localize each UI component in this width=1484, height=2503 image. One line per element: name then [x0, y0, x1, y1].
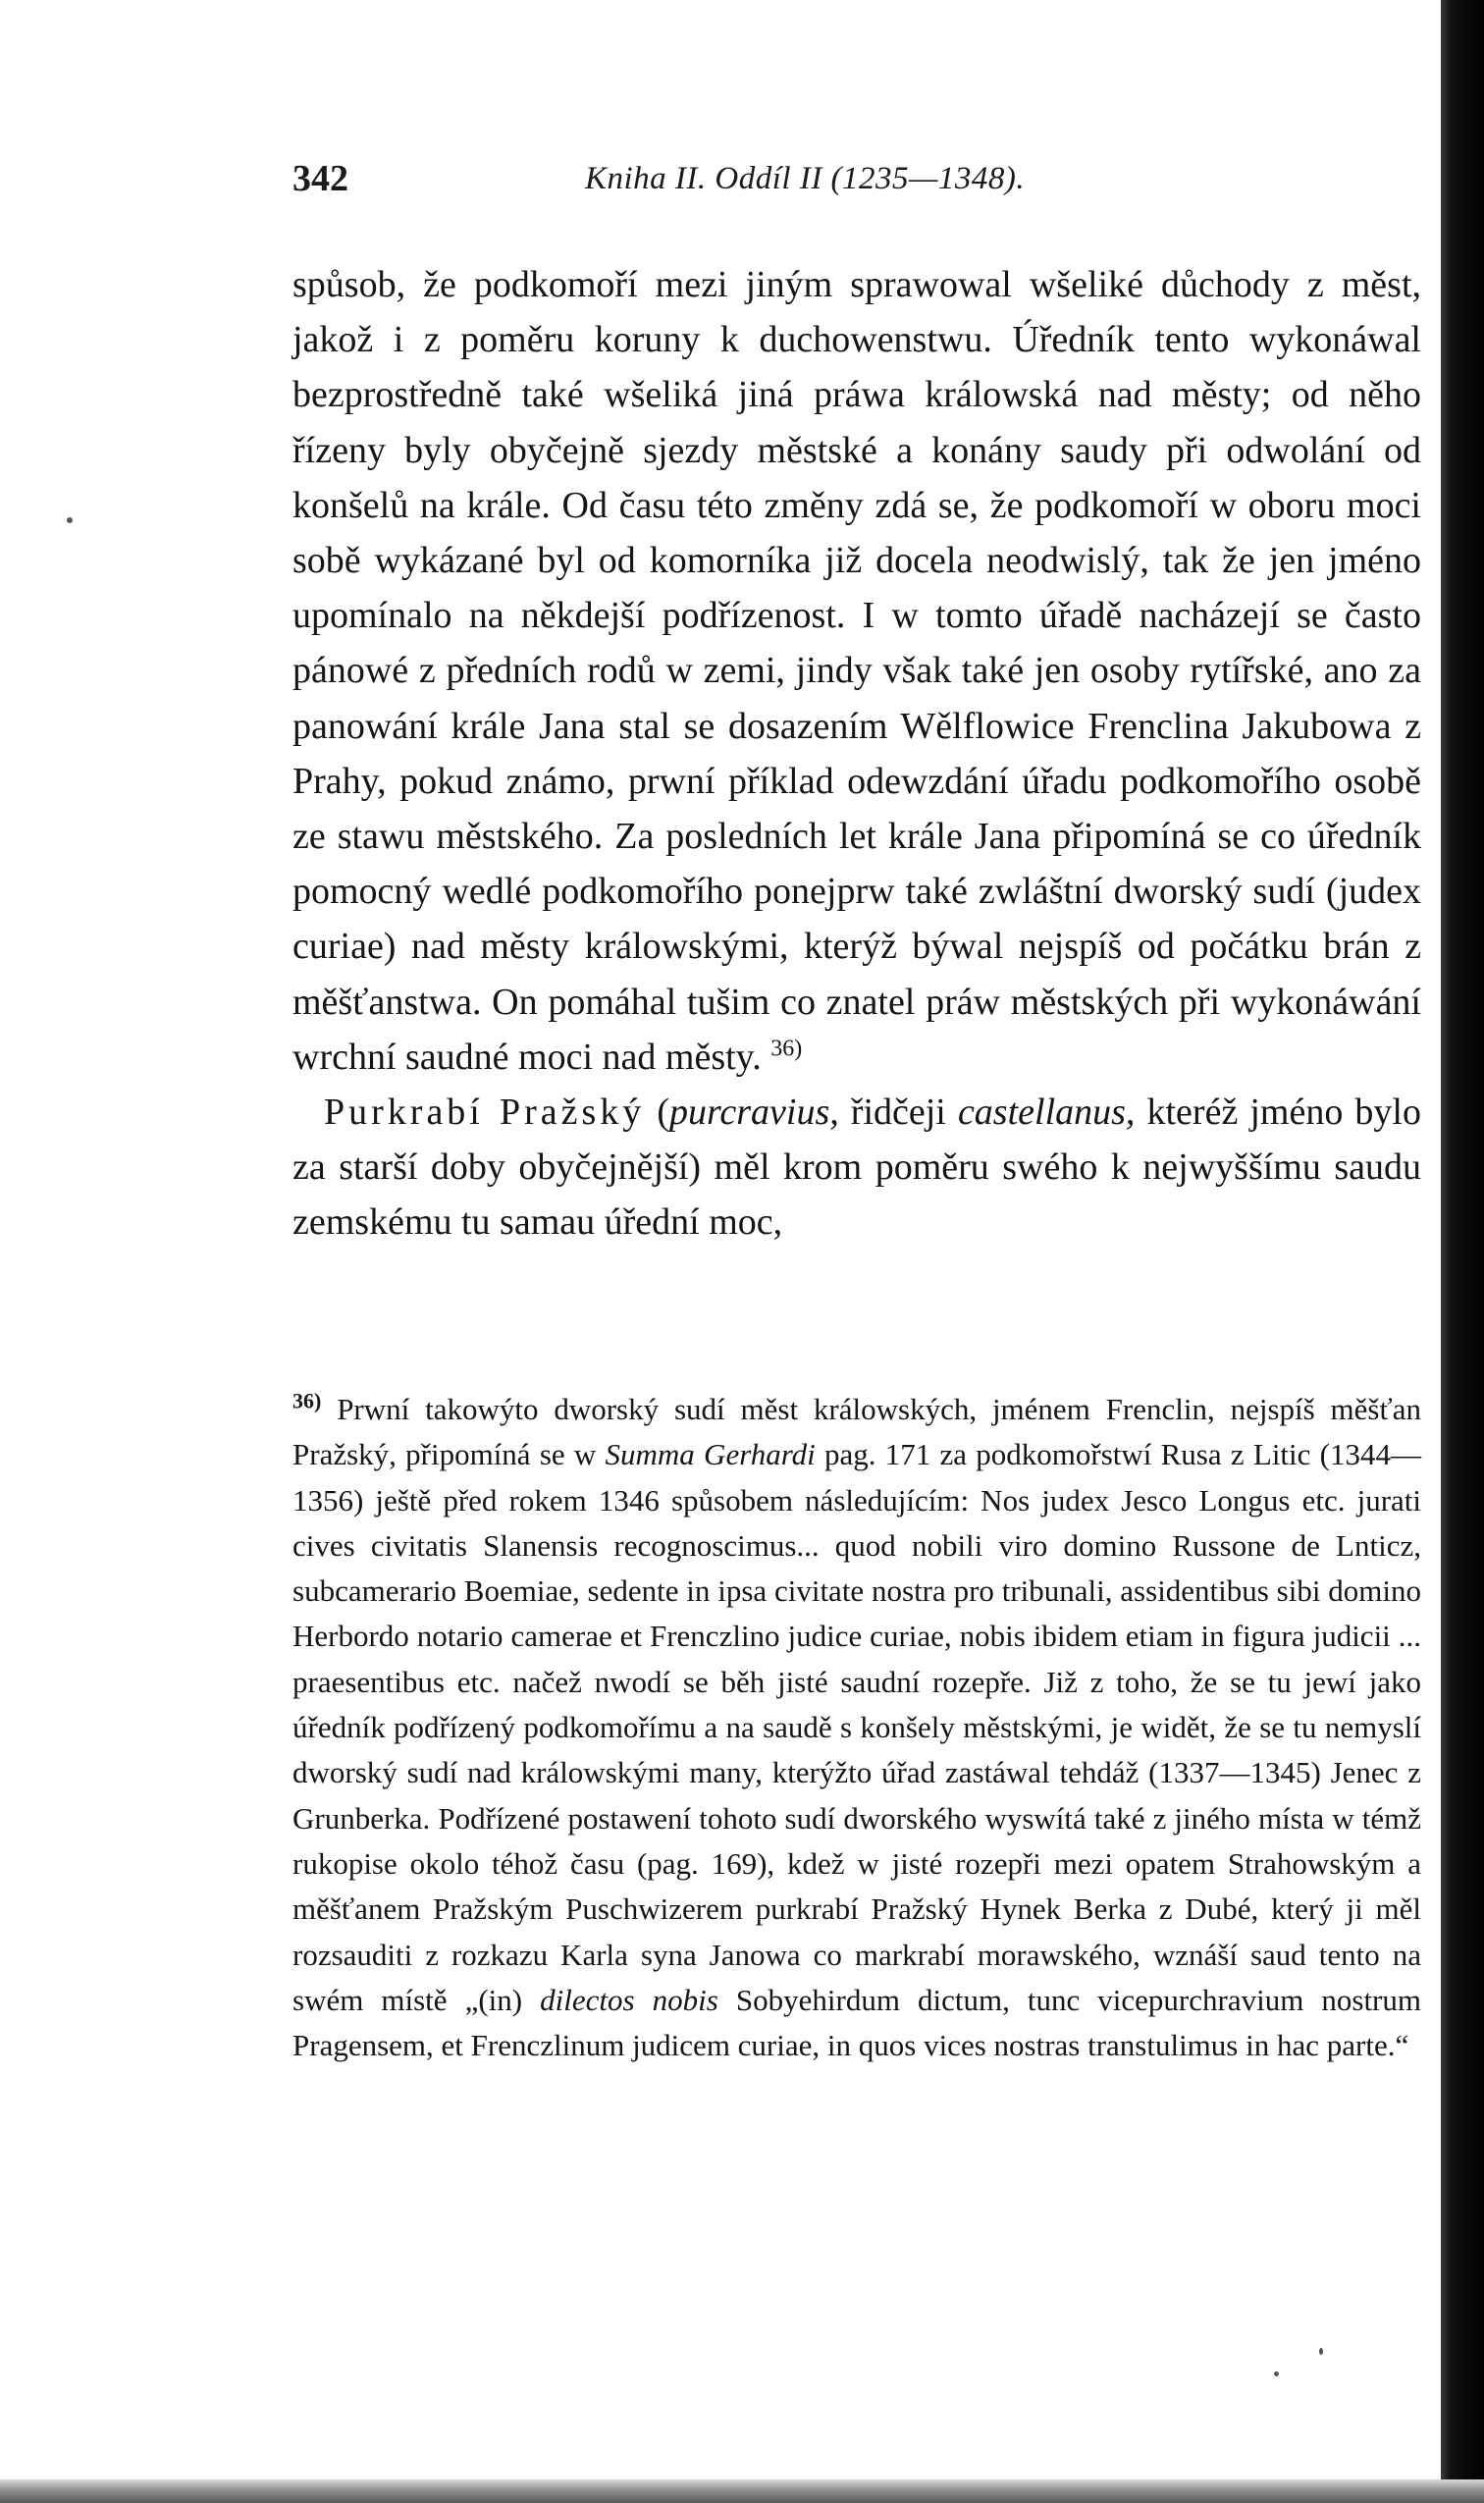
section-term: Purkrabí Pražský: [324, 1092, 646, 1134]
footnote-text-c: Sobyehirdum dictum, tunc vicepurchravium nostrum Pragensem, et Frenczlinum judicem curiae, in quos vices nostras transtulimus in hac parte.“: [292, 1982, 1421, 2063]
speck: [1319, 2348, 1323, 2355]
latin-term-1: purcravius,: [668, 1092, 839, 1134]
paren-open: (: [657, 1092, 669, 1134]
running-head: Kniha II. Oddíl II (1235—1348).: [585, 161, 1026, 196]
footnote-text-b: pag. 171 za podkomořstwí Rusa z Litic (1344—1356) ještě před rokem 1346 spůsobem následujícím: Nos judex Jesco Longus etc. jurati cives civitatis Slanensis recognoscimus... quod nobili viro domino Russone de Lnticz, subcamerario Boemiae, sedente in ipsa civitate nostra pro tribunali, assidentibus sibi domino Herbordo notario camerae et Frenczlino judice curiae, nobis ibidem etiam in figura judicii ... praesentibus etc. načež nwodí se běh jisté saudní rozepře. Již z toho, že se tu jewí jako úředník podřízený podkomořímu a na saudě s konšely městskými, je widět, že se tu nemyslí dworský sudí nad králowskými many, kterýžto úřad zastáwal tehdáž (1337—1345) Jenec z Grunberka. Podřízené postawení tohoto sudí dworského wyswítá také z jiného místa w témž rukopise okolo téhož času (pag. 169), kdež w jisté rozepři mezi opatem Strahowským a měšťanem Pražským Puschwizerem purkrabí Pražský Hynek Berka z Dubé, který ji měl rozsauditi z rozkazu Karla syna Janowa co markrabí morawského, wznáší saud tento na swém místě „(in): [292, 1437, 1421, 2017]
main-text: [292, 257, 1421, 1251]
quote-italic: dilectos nobis: [540, 1982, 718, 2017]
latin-term-2: castellanus,: [957, 1092, 1136, 1134]
paragraph-2-text: kteréž jméno bylo za starší doby obyčejnější) měl krom poměru swého k nejwyššímu saudu zemskému tu samau úřední moc,: [292, 1092, 1421, 1244]
paragraph-1-text: spůsob, že podkomoří mezi jiným sprawowal wšeliké důchody z měst, jakož i z poměru koruny k duchowenstwu. Úředník tento wykonáwal bezprostředně také wšeliká jiná práwa králowská nad městy; od něho řízeny byly obyčejně sjezdy městské a konány saudy při odwolání od konšelů na krále. Od času této změny zdá se, že podkomoří w oboru moci sobě wykázané byl od komorníka již docela neodwislý, tak že jen jméno upomínalo na někdejší podřízenost. I w tomto úřadě nacházejí se často pánowé z předních rodů w zemi, jindy však také jen osoby rytířské, ano za panowání krále Jana stal se dosazením Wělflowice Frenclina Jakubowa z Prahy, pokud známo, prwní příklad odewzdání úřadu podkomořího osobě ze stawu městského. Za posledních let krále Jana připomíná se co úředník pomocný wedlé podkomořího ponejprw také zwláštní dworský sudí (judex curiae) nad městy králowskými, kterýž býwal nejspíš od počátku brán z měšťanstwa. On pomáhal tušim co znatel práw městských při wykonáwání wrchní saudné moci nad městy.: [292, 264, 1421, 1078]
speck: [67, 517, 73, 523]
paragraph-2: [292, 1085, 1421, 1251]
paragraph-2-mid: řidčeji: [838, 1092, 958, 1134]
page-header: [292, 157, 1421, 208]
footnote-mark: 36): [292, 1388, 322, 1413]
source-title: Summa Gerhardi: [605, 1437, 816, 1472]
footnote-reference: 36): [770, 1036, 803, 1062]
speck: [1274, 2371, 1279, 2376]
scan-bottom-edge: [0, 2479, 1484, 2503]
scan-right-edge: [1441, 0, 1484, 2503]
footnote-paragraph: [292, 1387, 1421, 2068]
footnote-text-a: Prwní takowýto dworský sudí měst králowských, jménem Frenclin, nejspíš měšťan Pražský, připomíná se w: [292, 1392, 1421, 1472]
page-number: 342: [292, 158, 348, 199]
paragraph-1: [292, 257, 1421, 1085]
footnote: [292, 1387, 1421, 2068]
